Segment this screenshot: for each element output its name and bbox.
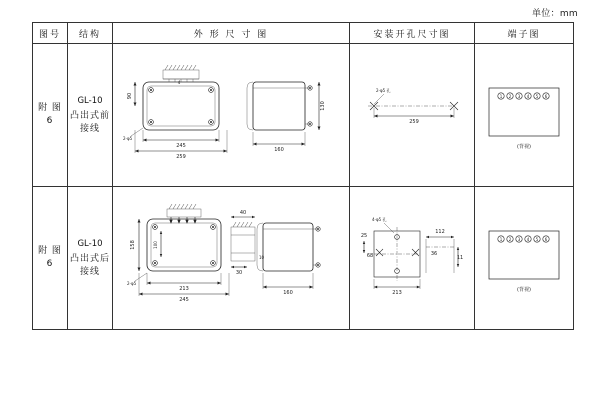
row2-fig-no-text: 附 图 6 bbox=[38, 246, 62, 269]
outline1-dim-160: 160 bbox=[274, 147, 284, 153]
pin-label: 5 bbox=[535, 94, 539, 99]
pin-label: 5 bbox=[535, 237, 539, 242]
outline2-dim-158: 158 bbox=[130, 240, 136, 250]
pin-label: 6 bbox=[544, 94, 548, 99]
outline2-hole-note: 2-φ5 bbox=[127, 281, 137, 286]
outline2-dim-213: 213 bbox=[179, 286, 189, 292]
mounting2-dim-213: 213 bbox=[392, 290, 402, 296]
terminal2-caption: (背视) bbox=[517, 287, 531, 293]
row2-fig-no bbox=[33, 187, 68, 330]
table-header-row bbox=[33, 23, 574, 44]
outline2-dim-100: 100 bbox=[153, 241, 158, 249]
row1-outline-drawing bbox=[113, 44, 350, 187]
outline1-dim-130: 130 bbox=[320, 101, 326, 111]
terminal-pins-1 bbox=[498, 93, 549, 99]
row1-mounting-drawing bbox=[350, 44, 475, 187]
table-row bbox=[33, 44, 574, 187]
mounting-svg-1 bbox=[350, 44, 474, 186]
row2-model: GL-10 bbox=[77, 238, 103, 249]
row2-mounting-drawing bbox=[350, 187, 475, 330]
outline1-dim-90: 90 bbox=[127, 92, 133, 100]
outline1-dim-245: 245 bbox=[176, 143, 186, 149]
terminal-svg-1 bbox=[475, 44, 573, 186]
outline2-dim-160: 160 bbox=[283, 290, 293, 296]
outline1-hole-note: 2-φ5 bbox=[123, 136, 133, 141]
row2-outline-drawing bbox=[113, 187, 350, 330]
mounting-svg-2 bbox=[350, 187, 474, 329]
table-body bbox=[33, 44, 574, 330]
row1-fig-no-text: 附 图 6 bbox=[38, 103, 62, 126]
pin-label: 4 bbox=[526, 237, 530, 242]
pin-label: 3 bbox=[517, 94, 521, 99]
header-terminal: 端子图 bbox=[475, 23, 574, 44]
table-header bbox=[33, 23, 574, 44]
header-outline: 外 形 尺 寸 图 bbox=[113, 23, 350, 44]
row1-model: GL-10 bbox=[77, 95, 103, 106]
mounting1-note: 2-φ5 孔 bbox=[376, 88, 391, 93]
outline1-dim-259: 259 bbox=[176, 154, 186, 160]
pin-label: 2 bbox=[508, 94, 512, 99]
terminal-pins-2 bbox=[498, 236, 549, 242]
header-mounting: 安装开孔尺寸图 bbox=[350, 23, 475, 44]
outline-svg-1 bbox=[113, 44, 349, 186]
row1-structure bbox=[68, 44, 113, 187]
pin-label: 1 bbox=[499, 94, 503, 99]
unit-note: 单位：mm bbox=[531, 9, 578, 19]
pin-label: 4 bbox=[526, 94, 530, 99]
mounting2-dim-11: 11 bbox=[456, 255, 464, 261]
mounting2-dim-112: 112 bbox=[435, 229, 445, 235]
row2-terminal-drawing bbox=[475, 187, 574, 330]
pin-label: 2 bbox=[508, 237, 512, 242]
row1-terminal-drawing bbox=[475, 44, 574, 187]
outline2-dim-10: 10 bbox=[259, 255, 265, 260]
pin-label: 6 bbox=[544, 237, 548, 242]
row1-structure-text: 凸出式前接线 bbox=[69, 110, 110, 134]
mounting2-dim-68: 68 bbox=[366, 253, 374, 259]
outline2-dim-245: 245 bbox=[179, 297, 189, 303]
outline-svg-2 bbox=[113, 187, 349, 329]
outline2-dim-30: 30 bbox=[235, 270, 243, 276]
mounting1-dim-259: 259 bbox=[409, 119, 419, 125]
outline1-dim-4: 4 bbox=[177, 80, 181, 85]
mounting2-dim-25: 25 bbox=[360, 233, 368, 239]
row2-structure-text: 凸出式后接线 bbox=[69, 253, 110, 277]
row2-structure bbox=[68, 187, 113, 330]
table-row bbox=[33, 187, 574, 330]
mounting2-note: 4-φ5 孔 bbox=[372, 217, 387, 222]
row1-fig-no bbox=[33, 44, 68, 187]
outline2-dim-40: 40 bbox=[239, 210, 247, 216]
header-fig-no: 图号 bbox=[33, 23, 68, 44]
terminal-svg-2 bbox=[475, 187, 573, 329]
pin-label: 3 bbox=[517, 237, 521, 242]
terminal1-caption: (背视) bbox=[517, 144, 531, 150]
header-structure: 结构 bbox=[68, 23, 113, 44]
mounting2-dim-36: 36 bbox=[430, 251, 438, 257]
spec-table bbox=[32, 22, 574, 330]
pin-label: 1 bbox=[499, 237, 503, 242]
